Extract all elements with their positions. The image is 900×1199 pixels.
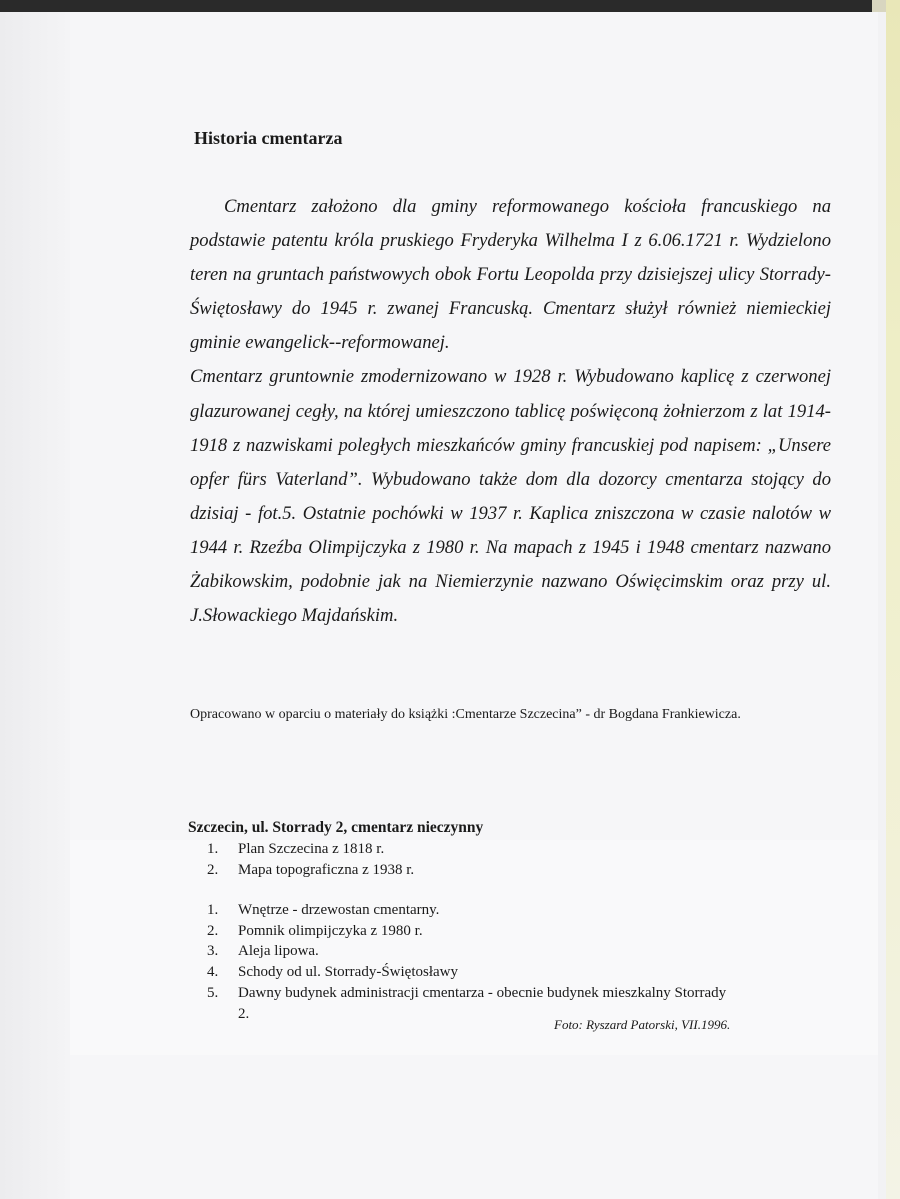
list-item	[207, 839, 738, 860]
list-item	[207, 921, 738, 942]
photos-list	[207, 900, 738, 1024]
list-item-text: Pomnik olimpijczyka z 1980 r.	[238, 922, 423, 939]
maps-list	[207, 839, 738, 880]
list-item-number: 2.	[207, 861, 219, 878]
list-item-text: Aleja lipowa.	[238, 943, 319, 960]
list-item-number: 1.	[207, 902, 219, 918]
photo-credit: Foto: Ryszard Patorski, VII.1996.	[554, 1017, 731, 1032]
list-item-number: 3.	[207, 943, 219, 960]
list-item-text: Dawny budynek administracji cmentarza - obecnie budynek mieszkalny Storrady 2.	[238, 984, 727, 1022]
list-item-text: Plan Szczecina z 1818 r.	[238, 841, 385, 857]
list-item-text: Schody od ul. Storrady-Świętosławy	[238, 964, 458, 981]
list-item-number: 2.	[207, 922, 219, 939]
list-item	[207, 900, 738, 921]
list-item-text: Wnętrze - drzewostan cmentarny.	[238, 902, 440, 918]
list-item-number: 4.	[207, 964, 219, 981]
source-note: Opracowano w oparciu o materiały do książki :Cmentarze Szczecina” - dr Bogdana Frankiewicza.	[190, 707, 741, 722]
page-heading: Historia cmentarza	[194, 128, 343, 148]
history-paragraph-2: Cmentarz gruntownie zmodernizowano w 1928 r. Wybudowano kaplicę z czerwonej glazurowanej cegły, na której umieszczono tablicę poświęconą żołnierzom z lat 1914-1918 z nazwiskami poległych mieszkańców gminy francuskiej pod napisem: „Unsere opfer fürs Vaterland”. Wybudowano także dom dla dozorcy cmentarza stojący do dzisiaj - fot.5. Ostatnie pochówki w 1937 r. Kaplica zniszczona w czasie nalotów w 1944 r. Rzeźba Olimpijczyka z 1980 r. Na mapach z 1945 i 1948 cmentarz nazwano Żabikowskim, podobnie jak na Niemierzynie nazwano Oświęcimskim oraz przy ul. J.Słowackiego Majdańskim.	[190, 366, 831, 627]
list-item	[207, 962, 738, 983]
history-text	[190, 190, 831, 633]
section-title: Szczecin, ul. Storrady 2, cmentarz nieczynny	[188, 819, 484, 836]
list-item-number: 5.	[207, 984, 219, 1001]
scan-left-margin	[0, 12, 70, 1199]
list-item-number: 1.	[207, 841, 219, 857]
list-item	[207, 941, 738, 962]
list-item	[207, 860, 738, 881]
history-paragraph-1: Cmentarz założono dla gminy reformowanego kościoła francuskiego na podstawie patentu króla pruskiego Fryderyka Wilhelma I z 6.06.1721 r. Wydzielono teren na gruntach państwowych obok Fortu Leopolda przy dzisiejszej ulicy Storrady-Świętosławy do 1945 r. zwanej Francuską. Cmentarz służył również niemieckiej gminie ewangelick--reformowanej.	[190, 196, 831, 354]
scan-right-edge	[886, 0, 900, 1199]
scan-top-edge	[0, 0, 900, 12]
list-item-text: Mapa topograficzna z 1938 r.	[238, 861, 415, 878]
